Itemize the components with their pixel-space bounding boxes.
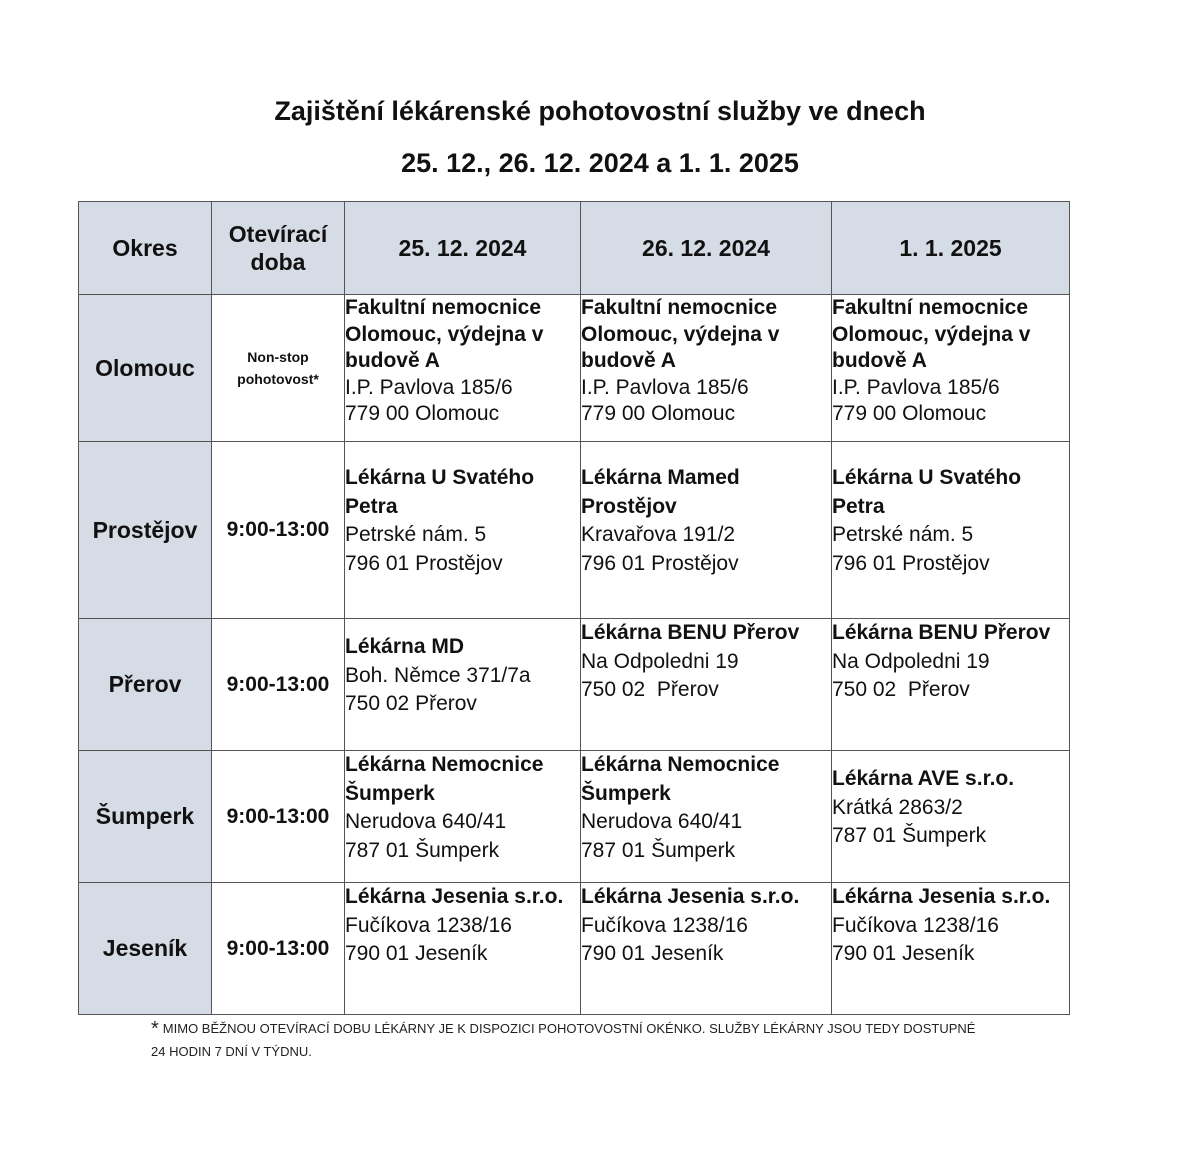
pharmacy-city: 750 02 Přerov — [832, 678, 970, 701]
table-row — [79, 295, 1070, 442]
district-cell: Šumperk — [79, 751, 212, 883]
document-subtitle: 25. 12., 26. 12. 2024 a 1. 1. 2025 — [401, 148, 799, 178]
pharmacy-city: 790 01 Jeseník — [832, 942, 975, 965]
pharmacy-street: I.P. Pavlova 185/6 — [581, 375, 749, 399]
pharmacy-street: Petrské nám. 5 — [345, 523, 487, 546]
pharmacy-name: Lékárna Mamed Prostějov — [581, 466, 740, 518]
header-date-2: 26. 12. 2024 — [581, 202, 832, 295]
footnote-text-1: MIMO BĚŽNOU OTEVÍRACÍ DOBU LÉKÁRNY JE K DISPOZICI POHOTOVOSTNÍ OKÉNKO. SLUŽBY LÉKÁRNY JSOU TEDY DOSTUPNÉ — [162, 1021, 976, 1036]
pharmacy-city: 790 01 Jeseník — [581, 942, 724, 965]
pharmacy-cell — [581, 295, 832, 442]
pharmacy-street: Fučíkova 1238/16 — [581, 913, 748, 937]
pharmacy-name: Lékárna BENU Přerov — [832, 621, 1051, 644]
footnote — [151, 1016, 1071, 1065]
footnote-line-2: 24 HODIN 7 DNÍ V TÝDNU. — [151, 1044, 312, 1059]
document-title: Zajištění lékárenské pohotovostní služby ve dnech — [274, 96, 926, 126]
pharmacy-name: Fakultní nemocnice Olomouc, výdejna v budově A — [832, 296, 1031, 372]
pharmacy-street: Fučíkova 1238/16 — [345, 913, 512, 937]
pharmacy-cell — [832, 751, 1070, 883]
pharmacy-street: Petrské nám. 5 — [832, 523, 974, 546]
pharmacy-city: 787 01 Šumperk — [345, 838, 500, 862]
pharmacy-cell — [832, 442, 1070, 619]
district-cell: Prostějov — [79, 442, 212, 619]
pharmacy-city: 796 01 Prostějov — [581, 551, 739, 575]
pharmacy-city: 750 02 Přerov — [345, 692, 477, 715]
pharmacy-street: Nerudova 640/41 — [345, 810, 507, 833]
pharmacy-cell — [345, 619, 581, 751]
pharmacy-city: 796 01 Prostějov — [832, 551, 990, 575]
pharmacy-city: 787 01 Šumperk — [832, 824, 987, 847]
pharmacy-cell — [832, 295, 1070, 442]
hours-text: Non-stop pohotovost* — [237, 349, 319, 387]
pharmacy-city: 779 00 Olomouc — [832, 402, 987, 425]
pharmacy-cell — [581, 442, 832, 619]
pharmacy-cell — [581, 751, 832, 883]
table-row — [79, 619, 1070, 751]
pharmacy-cell — [581, 619, 832, 751]
hours-cell: 9:00-13:00 — [212, 883, 345, 1015]
pharmacy-name: Lékárna Nemocnice Šumperk — [345, 753, 544, 805]
pharmacy-name: Fakultní nemocnice Olomouc, výdejna v budově A — [581, 296, 780, 372]
hours-cell — [212, 295, 345, 442]
district-cell: Přerov — [79, 619, 212, 751]
pharmacy-cell — [345, 883, 581, 1015]
header-hours: Otevírací doba — [212, 202, 345, 295]
pharmacy-city: 790 01 Jeseník — [345, 942, 488, 965]
pharmacy-street: Na Odpoledni 19 — [832, 649, 990, 673]
pharmacy-name: Lékárna U Svatého Petra — [832, 466, 1022, 518]
header-date-1: 25. 12. 2024 — [345, 202, 581, 295]
pharmacy-cell — [581, 883, 832, 1015]
pharmacy-city: 787 01 Šumperk — [581, 838, 736, 862]
table-row — [79, 442, 1070, 619]
district-cell: Olomouc — [79, 295, 212, 442]
hours-cell: 9:00-13:00 — [212, 619, 345, 751]
pharmacy-street: Fučíkova 1238/16 — [832, 913, 999, 937]
pharmacy-cell — [345, 751, 581, 883]
pharmacy-name: Lékárna Jesenia s.r.o. — [832, 885, 1051, 908]
pharmacy-street: I.P. Pavlova 185/6 — [832, 375, 1000, 399]
pharmacy-name: Lékárna BENU Přerov — [581, 621, 800, 644]
pharmacy-name: Lékárna U Svatého Petra — [345, 466, 535, 518]
table-row — [79, 751, 1070, 883]
table-header-row — [79, 202, 1070, 295]
pharmacy-name: Lékárna Jesenia s.r.o. — [345, 885, 564, 908]
pharmacy-city: 779 00 Olomouc — [345, 402, 500, 425]
pharmacy-street: Na Odpoledni 19 — [581, 649, 739, 673]
pharmacy-city: 779 00 Olomouc — [581, 402, 736, 425]
district-cell: Jeseník — [79, 883, 212, 1015]
header-district: Okres — [79, 202, 212, 295]
pharmacy-city: 750 02 Přerov — [581, 678, 719, 701]
pharmacy-cell — [832, 619, 1070, 751]
hours-cell: 9:00-13:00 — [212, 442, 345, 619]
pharmacy-cell — [345, 295, 581, 442]
pharmacy-name: Lékárna Nemocnice Šumperk — [581, 753, 780, 805]
header-date-3: 1. 1. 2025 — [832, 202, 1070, 295]
pharmacy-street: Boh. Němce 371/7a — [345, 663, 531, 687]
pharmacy-name: Lékárna AVE s.r.o. — [832, 767, 1015, 790]
pharmacy-name: Lékárna Jesenia s.r.o. — [581, 885, 800, 908]
pharmacy-cell — [345, 442, 581, 619]
pharmacy-city: 796 01 Prostějov — [345, 551, 503, 575]
pharmacy-street: Krátká 2863/2 — [832, 795, 963, 819]
pharmacy-name: Lékárna MD — [345, 635, 465, 658]
pharmacy-street: Kravařova 191/2 — [581, 523, 736, 546]
pharmacy-street: I.P. Pavlova 185/6 — [345, 375, 513, 399]
hours-cell: 9:00-13:00 — [212, 751, 345, 883]
footnote-asterisk: * — [151, 1018, 159, 1040]
pharmacy-schedule-table — [78, 201, 1070, 1015]
pharmacy-name: Fakultní nemocnice Olomouc, výdejna v budově A — [345, 296, 544, 372]
table-row — [79, 883, 1070, 1015]
pharmacy-street: Nerudova 640/41 — [581, 810, 743, 833]
pharmacy-cell — [832, 883, 1070, 1015]
